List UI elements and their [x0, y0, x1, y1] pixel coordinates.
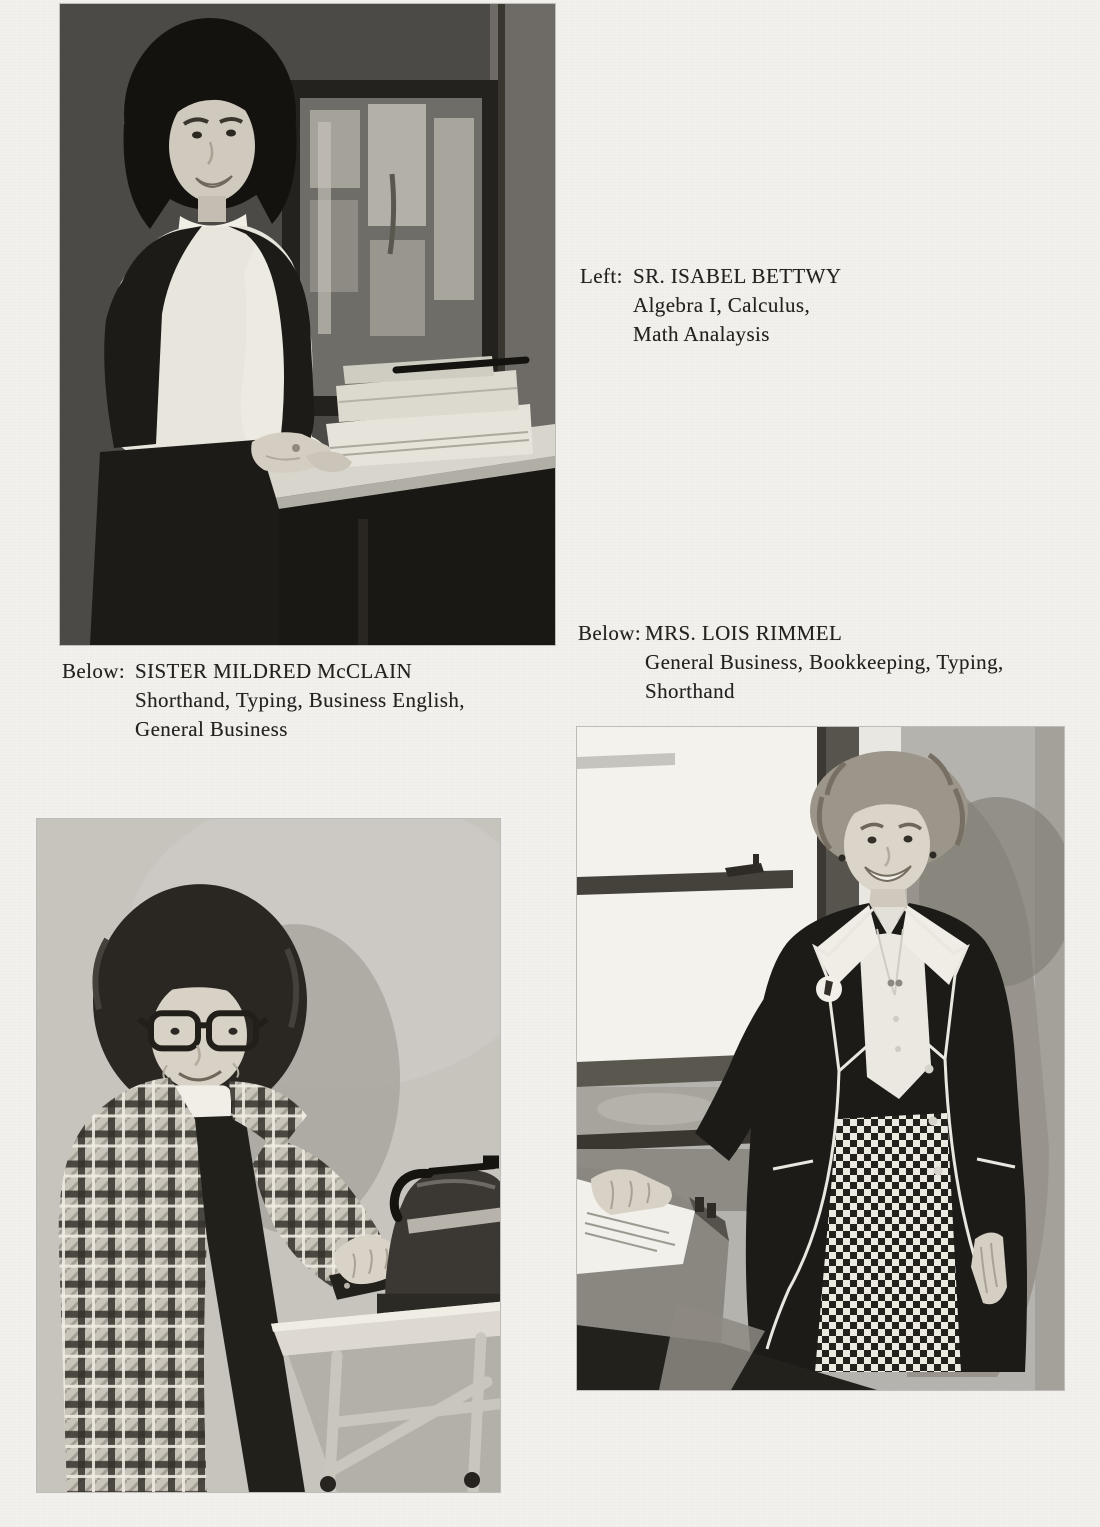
- caption-position-label: Left:: [580, 264, 623, 288]
- checked-skirt: [815, 1113, 961, 1372]
- caption-lois-rimmel: [578, 619, 1004, 706]
- earring: [839, 855, 846, 862]
- teacher-subjects-line: Shorthand: [645, 679, 735, 703]
- teacher-name: SR. ISABEL BETTWY: [633, 264, 842, 288]
- photo-lois-illustration: [577, 727, 1064, 1390]
- teacher-subjects-line: Shorthand, Typing, Business English,: [135, 688, 465, 712]
- caption-isabel-bettwy: [580, 262, 841, 349]
- caption-mildred-mcclain: [62, 657, 465, 744]
- photo-mildred-mcclain: [37, 819, 500, 1492]
- caption-position-label: Below:: [578, 621, 642, 645]
- teacher-subjects-line: General Business, Bookkeeping, Typing,: [645, 650, 1004, 674]
- teacher-name: SISTER MILDRED McCLAIN: [135, 659, 413, 683]
- photo-lois-rimmel: [577, 727, 1064, 1390]
- plaid-jacket: [59, 1077, 207, 1492]
- teacher-name: MRS. LOIS RIMMEL: [645, 621, 843, 645]
- neck: [198, 196, 226, 222]
- photo-isabel-bettwy: [60, 4, 555, 645]
- teacher-subjects-line: General Business: [135, 717, 288, 741]
- ring: [292, 444, 300, 452]
- teacher-subjects-line: Math Analaysis: [633, 322, 770, 346]
- teacher-subjects-line: Algebra I, Calculus,: [633, 293, 811, 317]
- photo-isabel-illustration: [60, 4, 555, 645]
- photo-mildred-illustration: [37, 819, 500, 1492]
- book-stack: [326, 356, 533, 468]
- earring: [930, 852, 937, 859]
- caption-position-label: Below:: [62, 659, 126, 683]
